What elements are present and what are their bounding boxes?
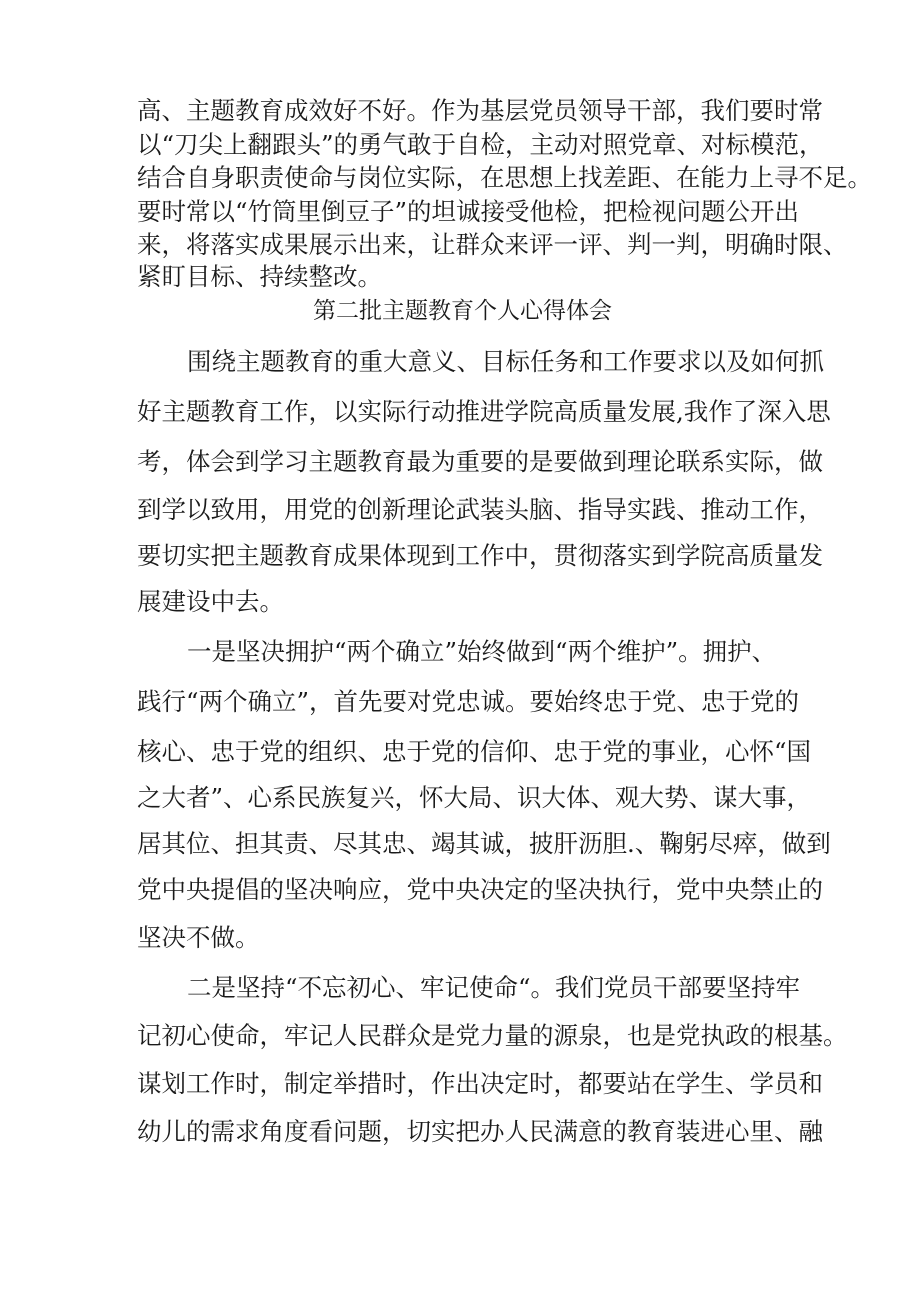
text-line: 到学以致用，用党的创新理论武装头脑、指导实践、推动工作， — [137, 495, 823, 524]
text-line: 核心、忠于党的组织、忠于党的信仰、忠于党的事业，心怀“国 — [137, 737, 812, 766]
text-line: 结合自身职责使命与岗位实际，在思想上找差距、在能力上寻不足。 — [137, 163, 872, 192]
text-line: 来，将落实成果展示出来，让群众来评一评、判一判，明确时限、 — [137, 230, 848, 259]
text-line: 高、主题教育成效好不好。作为基层党员领导干部，我们要时常 — [137, 96, 823, 125]
text-line: 以“刀尖上翻跟头”的勇气敢于自检，主动对照党章、对标模范， — [137, 130, 824, 159]
text-line: 幼儿的需求角度看问题，切实把办人民满意的教育装进心里、融 — [137, 1117, 823, 1146]
text-line: 居其位、担其责、尽其忠、竭其诚，披肝沥胆.、鞠躬尽瘁，做到 — [137, 829, 831, 858]
text-line: 之大者”、心系民族复兴，怀大局、识大体、观大势、谋大事， — [137, 783, 812, 812]
text-line: 要时常以“竹筒里倒豆子”的坦诚接受他检，把检视问题公开出 — [137, 197, 800, 226]
text-line: 围绕主题教育的重大意义、目标任务和工作要求以及如何抓 — [187, 347, 824, 376]
text-line: 党中央提倡的坚决响应，党中央决定的坚决执行，党中央禁止的 — [137, 875, 823, 904]
text-line: 二是坚持“不忘初心、牢记使命“。我们党员干部要坚持牢 — [187, 973, 801, 1002]
text-line: 好主题教育工作，以实际行动推进学院高质量发展,我作了深入思 — [137, 397, 831, 426]
section-title: 第二批主题教育个人心得体会 — [313, 298, 612, 324]
text-line: 考，体会到学习主题教育最为重要的是要做到理论联系实际，做 — [137, 447, 823, 476]
text-line: 紧盯目标、持续整改。 — [137, 262, 382, 291]
text-line: 谋划工作时，制定举措时，作出决定时，都要站在学生、学员和 — [137, 1069, 823, 1098]
text-line: 一是坚决拥护“两个确立”始终做到“两个维护”。拥护、 — [187, 637, 777, 666]
text-line: 要切实把主题教育成果体现到工作中，贯彻落实到学院高质量发 — [137, 541, 823, 570]
text-line: 展建设中去。 — [137, 587, 284, 616]
text-line: 坚决不做。 — [137, 923, 260, 952]
text-line: 践行“两个确立”，首先要对党忠诚。要始终忠于党、忠于党的 — [137, 687, 800, 716]
text-line: 记初心使命，牢记人民群众是党力量的源泉，也是党执政的根基。 — [137, 1021, 848, 1050]
